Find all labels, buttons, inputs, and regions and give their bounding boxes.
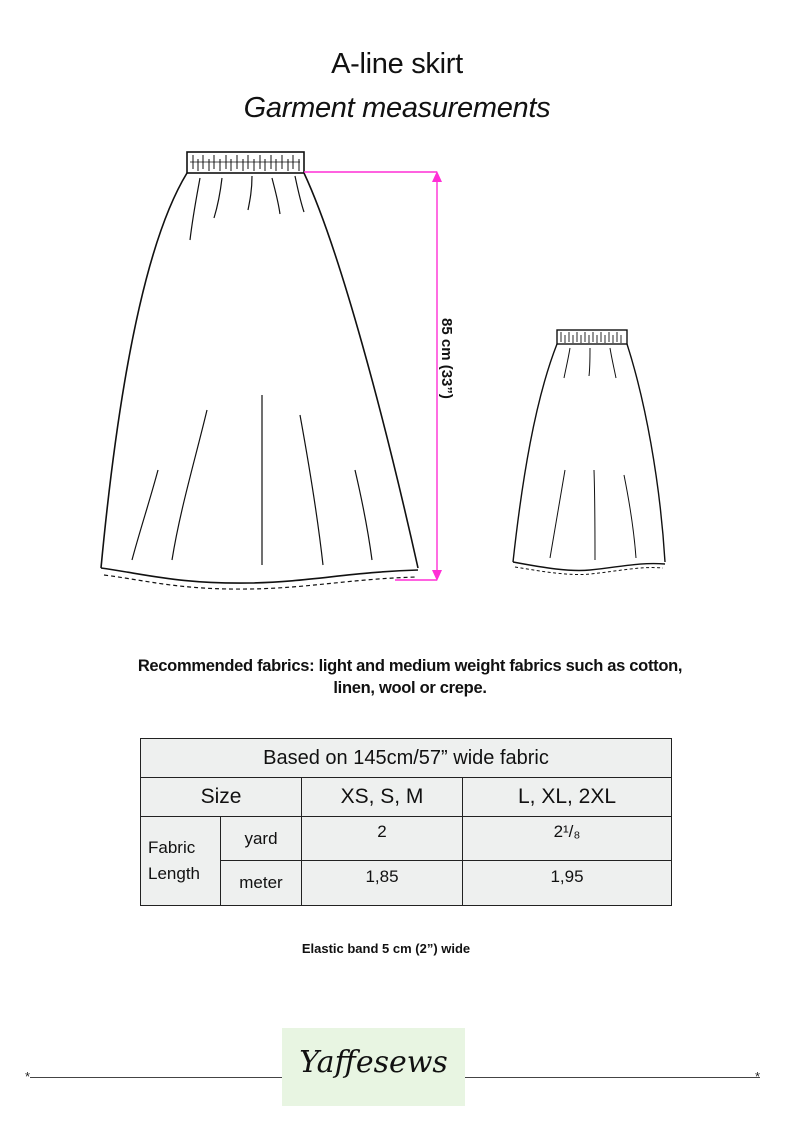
size-label: Size <box>141 778 302 817</box>
page-title: A-line skirt <box>331 48 463 80</box>
skirt-small-drawing <box>513 330 665 575</box>
size-group-large: L, XL, 2XL <box>463 778 672 817</box>
fabric-requirements-table <box>140 738 672 906</box>
length-measurement <box>304 171 442 581</box>
fabric-label-line-1: Fabric <box>148 838 196 857</box>
brand-logo: Yaffesews <box>299 1045 448 1080</box>
skirt-front-drawing <box>101 152 418 589</box>
star-icon-right: * <box>755 1069 761 1084</box>
elastic-note: Elastic band 5 cm (2”) wide <box>301 941 471 956</box>
unit-yard: yard <box>221 817 302 861</box>
unit-meter: meter <box>221 861 302 906</box>
size-group-small: XS, S, M <box>302 778 463 817</box>
fabrics-line-1: Recommended fabrics: light and medium weight fabrics such as cotton, <box>137 657 683 675</box>
yard-value-small: 2 <box>302 817 463 861</box>
meter-value-large: 1,95 <box>463 861 672 906</box>
table-header: Based on 145cm/57” wide fabric <box>141 739 672 778</box>
fabric-label-line-2: Length <box>148 864 200 883</box>
yard-value-large: 2¹/₈ <box>463 817 672 861</box>
fabric-length-label <box>141 817 221 906</box>
meter-value-small: 1,85 <box>302 861 463 906</box>
fabrics-line-2: linen, wool or crepe. <box>333 679 487 697</box>
recommended-fabrics-note <box>120 655 700 699</box>
page-subtitle: Garment measurements <box>243 92 551 124</box>
star-icon-left: * <box>25 1069 31 1084</box>
length-label: 85 cm (33”) <box>438 318 455 399</box>
